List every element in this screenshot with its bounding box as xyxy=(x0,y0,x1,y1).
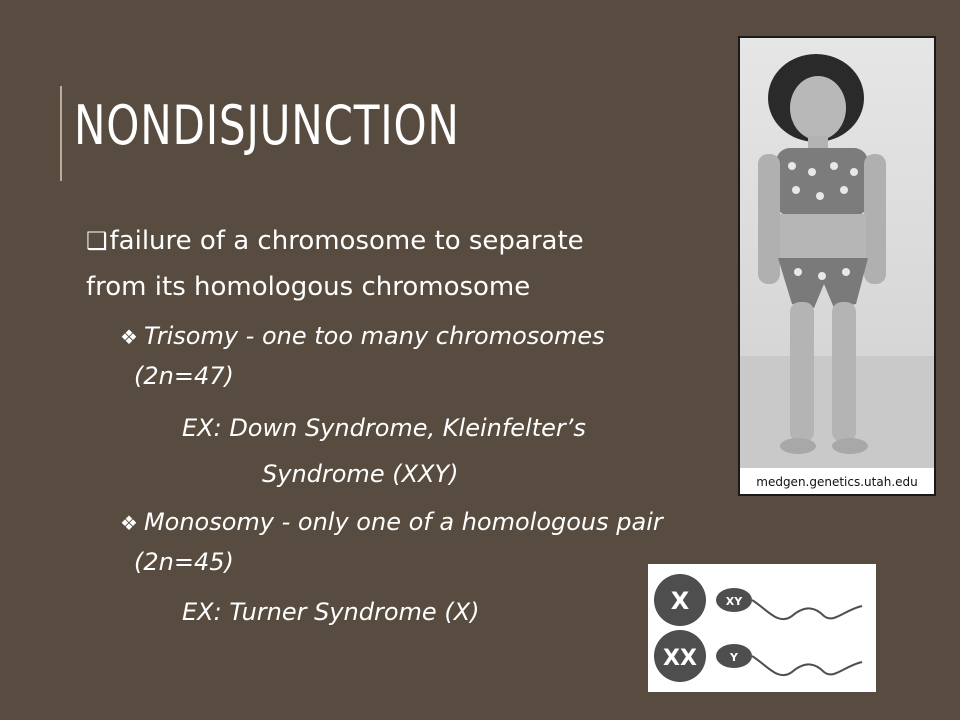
sperm-y-label: Y xyxy=(730,651,738,664)
four-diamond-bullet-icon: ❖ xyxy=(120,325,138,349)
egg-x-label: X xyxy=(670,587,690,615)
trisomy-example-line1: EX: Down Syndrome, Kleinfelter’s xyxy=(182,414,586,442)
sperm-tail-1 xyxy=(752,600,862,619)
four-diamond-bullet-icon: ❖ xyxy=(120,511,138,535)
gamete-diagram xyxy=(648,564,876,692)
sperm-tail-2 xyxy=(752,656,862,675)
monosomy-count: (2n=45) xyxy=(134,548,234,576)
egg-xx-label: XX xyxy=(663,646,697,671)
gamete-diagram-art xyxy=(648,564,876,692)
child-photo xyxy=(738,36,936,496)
trisomy-count: (2n=47) xyxy=(134,362,234,390)
slide-title: NONDISJUNCTION xyxy=(74,94,460,157)
title-accent-rule xyxy=(60,86,62,181)
photo-caption: medgen.genetics.utah.edu xyxy=(738,468,936,496)
sperm-xy-label: XY xyxy=(725,595,743,608)
trisomy-text: Trisomy - one too many chromosomes xyxy=(143,322,605,350)
bullet-main-line1 xyxy=(86,226,584,256)
bullet-main-text: failure of a chromosome to separate xyxy=(109,226,584,256)
photo-border xyxy=(738,36,936,496)
hollow-square-bullet-icon: ❑ xyxy=(86,227,108,255)
bullet-main-line2 xyxy=(86,272,530,302)
monosomy-text: Monosomy - only one of a homologous pair xyxy=(143,508,663,536)
sub-bullet-monosomy xyxy=(120,508,663,536)
trisomy-example-line2: Syndrome (XXY) xyxy=(262,460,459,488)
sub-bullet-trisomy xyxy=(120,322,605,350)
bullet-main-text-cont: from its homologous chromosome xyxy=(86,272,531,302)
monosomy-example: EX: Turner Syndrome (X) xyxy=(182,598,480,626)
